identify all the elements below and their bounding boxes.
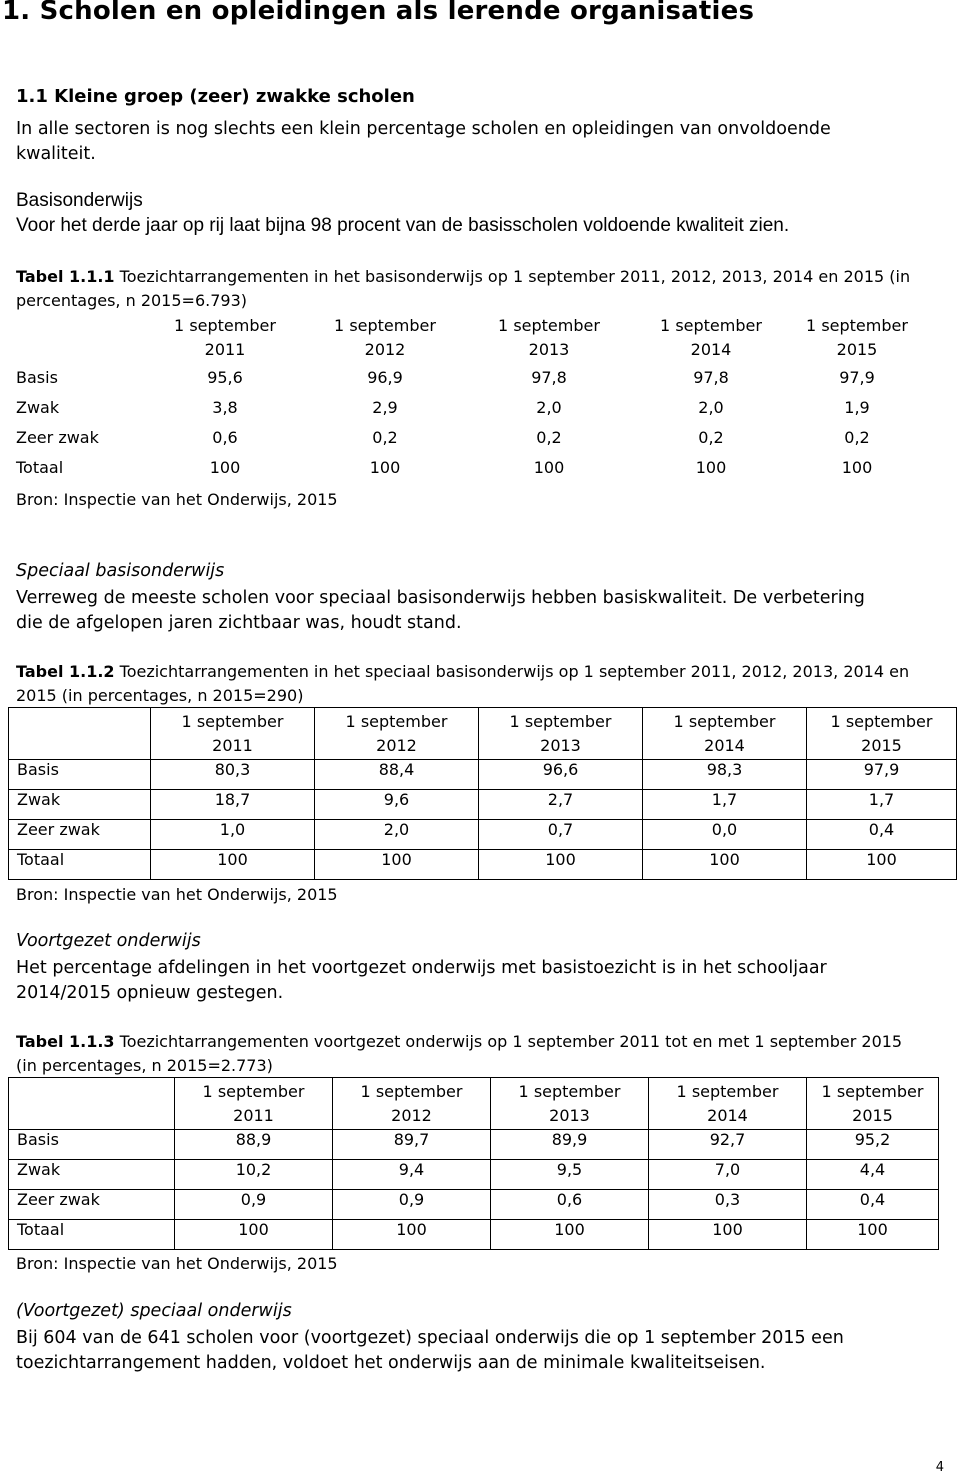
table-row — [8, 368, 922, 398]
table3-header-cell: 1 september 2012 — [333, 1078, 491, 1130]
table-cell: 80,3 — [151, 760, 315, 790]
table-row — [8, 458, 922, 488]
row-label: Zeer zwak — [9, 1190, 175, 1220]
table-cell: 2,9 — [372, 398, 398, 417]
table-cell: 100 — [695, 458, 727, 477]
row-label: Zeer zwak — [9, 820, 151, 850]
page-number: 4 — [935, 1460, 944, 1475]
table3-source: Bron: Inspectie van het Onderwijs, 2015 — [16, 1254, 338, 1273]
table-cell: 100 — [315, 850, 479, 880]
table1-header-cell: 1 september 2014 — [660, 316, 762, 359]
table-cell: 9,6 — [315, 790, 479, 820]
row-label: Zeer zwak — [16, 428, 99, 447]
table1-source: Bron: Inspectie van het Onderwijs, 2015 — [16, 490, 338, 509]
table3-caption — [16, 1030, 902, 1078]
row-label: Zwak — [9, 1160, 175, 1190]
table1 — [8, 312, 922, 488]
table-cell: 88,4 — [315, 760, 479, 790]
vo-section-title: Voortgezet onderwijs — [16, 931, 201, 951]
table-cell: 2,7 — [479, 790, 643, 820]
table2-caption — [16, 660, 909, 708]
vo-section-text — [16, 956, 827, 1005]
table-cell: 2,0 — [698, 398, 724, 417]
table2 — [8, 707, 957, 880]
table-row — [9, 820, 957, 850]
table1-header-cell: 1 september 2012 — [334, 316, 436, 359]
table-cell: 1,0 — [151, 820, 315, 850]
table-cell: 100 — [491, 1220, 649, 1250]
table-cell: 100 — [841, 458, 873, 477]
table-cell: 100 — [649, 1220, 807, 1250]
page-heading: 1. Scholen en opleidingen als lerende organisaties — [2, 0, 755, 26]
intro-line-2: kwaliteit. — [16, 143, 96, 164]
table-cell: 0,0 — [643, 820, 807, 850]
table-cell: 0,9 — [175, 1190, 333, 1220]
table-cell: 2,0 — [536, 398, 562, 417]
row-label: Basis — [9, 760, 151, 790]
basis-section-title: Basisonderwijs — [16, 190, 143, 211]
table-cell: 1,9 — [844, 398, 870, 417]
table-cell: 100 — [807, 850, 957, 880]
table-row — [9, 1160, 939, 1190]
table-cell: 0,6 — [212, 428, 238, 447]
table-cell: 0,7 — [479, 820, 643, 850]
intro-paragraph — [16, 117, 831, 166]
table-cell: 100 — [479, 850, 643, 880]
table1-header-cell: 1 september 2011 — [174, 316, 276, 359]
table-row — [9, 1130, 939, 1160]
table-cell: 97,9 — [839, 368, 875, 387]
table-cell: 10,2 — [175, 1160, 333, 1190]
intro-line-1: In alle sectoren is nog slechts een klein percentage scholen en opleidingen van onvoldoende — [16, 119, 831, 139]
table2-corner-cell — [9, 708, 151, 760]
table-cell: 9,4 — [333, 1160, 491, 1190]
table1-header-row — [8, 312, 922, 368]
table-row — [9, 760, 957, 790]
table3 — [8, 1077, 939, 1250]
table1-header-cell: 1 september 2013 — [498, 316, 600, 359]
table3-header-row — [9, 1078, 939, 1130]
table2-header-cell: 1 september 2013 — [479, 708, 643, 760]
table1-caption-line2: percentages, n 2015=6.793) — [16, 291, 247, 310]
row-label: Totaal — [9, 1220, 175, 1250]
row-label: Zwak — [16, 398, 60, 417]
table3-corner-cell — [9, 1078, 175, 1130]
table-cell: 100 — [209, 458, 241, 477]
table-row — [9, 1220, 939, 1250]
table-cell: 0,9 — [333, 1190, 491, 1220]
table2-caption-line1: Toezichtarrangementen in het speciaal basisonderwijs op 1 september 2011, 2012, 2013, 2014 en — [114, 662, 910, 681]
table-cell: 3,8 — [212, 398, 238, 417]
table1-caption-label: Tabel 1.1.1 — [16, 267, 115, 286]
table-cell: 0,4 — [807, 1190, 939, 1220]
vso-line-1: Bij 604 van de 641 scholen voor (voortgezet) speciaal onderwijs die op 1 september 2015 een — [16, 1328, 844, 1348]
table-cell: 0,2 — [698, 428, 724, 447]
table3-header-cell: 1 september 2013 — [491, 1078, 649, 1130]
table-cell: 88,9 — [175, 1130, 333, 1160]
table-cell: 0,2 — [372, 428, 398, 447]
table-row — [9, 1190, 939, 1220]
table1-header-cell: 1 september 2015 — [806, 316, 908, 359]
table3-header-cell: 1 september 2015 — [807, 1078, 939, 1130]
table-cell: 1,7 — [807, 790, 957, 820]
row-label: Basis — [9, 1130, 175, 1160]
table-cell: 96,9 — [367, 368, 403, 387]
table3-caption-line1: Toezichtarrangementen voortgezet onderwijs op 1 september 2011 tot en met 1 september 2015 — [114, 1032, 903, 1051]
table-cell: 95,6 — [207, 368, 243, 387]
vo-line-1: Het percentage afdelingen in het voortgezet onderwijs met basistoezicht is in het schooljaar — [16, 958, 827, 978]
table-cell: 89,9 — [491, 1130, 649, 1160]
table2-caption-line2: 2015 (in percentages, n 2015=290) — [16, 686, 304, 705]
table-cell: 0,2 — [536, 428, 562, 447]
table-cell: 18,7 — [151, 790, 315, 820]
speciaal-section-text — [16, 586, 865, 635]
table3-header-cell: 1 september 2014 — [649, 1078, 807, 1130]
table-cell: 100 — [807, 1220, 939, 1250]
table-cell: 97,8 — [693, 368, 729, 387]
basis-section-text: Voor het derde jaar op rij laat bijna 98 procent van de basisscholen voldoende kwaliteit zien. — [16, 215, 790, 236]
table-cell: 7,0 — [649, 1160, 807, 1190]
table2-header-cell: 1 september 2014 — [643, 708, 807, 760]
table-row — [8, 428, 922, 458]
row-label: Basis — [16, 368, 58, 387]
table-cell: 100 — [333, 1220, 491, 1250]
vso-section-title: (Voortgezet) speciaal onderwijs — [16, 1301, 292, 1321]
table1-caption-line1: Toezichtarrangementen in het basisonderwijs op 1 september 2011, 2012, 2013, 2014 en 2015 (in — [114, 267, 911, 286]
speciaal-line-1: Verreweg de meeste scholen voor speciaal basisonderwijs hebben basiskwaliteit. De verbetering — [16, 588, 865, 608]
table-cell: 100 — [643, 850, 807, 880]
table2-header-row — [9, 708, 957, 760]
table2-header-cell: 1 september 2012 — [315, 708, 479, 760]
row-label: Zwak — [9, 790, 151, 820]
row-label: Totaal — [16, 458, 64, 477]
row-label: Totaal — [9, 850, 151, 880]
table-row — [8, 398, 922, 428]
table-cell: 96,6 — [479, 760, 643, 790]
table-cell: 0,3 — [649, 1190, 807, 1220]
table-cell: 100 — [151, 850, 315, 880]
table-cell: 100 — [533, 458, 565, 477]
table3-caption-label: Tabel 1.1.3 — [16, 1032, 115, 1051]
speciaal-section-title: Speciaal basisonderwijs — [16, 561, 225, 581]
table-cell: 9,5 — [491, 1160, 649, 1190]
table1-corner-cell — [8, 312, 148, 368]
table-cell: 100 — [369, 458, 401, 477]
table-row — [9, 790, 957, 820]
table3-caption-line2: (in percentages, n 2015=2.773) — [16, 1056, 273, 1075]
table-cell: 89,7 — [333, 1130, 491, 1160]
table-cell: 0,2 — [844, 428, 870, 447]
table-cell: 92,7 — [649, 1130, 807, 1160]
table3-header-cell: 1 september 2011 — [175, 1078, 333, 1130]
table-cell: 4,4 — [807, 1160, 939, 1190]
table-row — [9, 850, 957, 880]
table1-caption — [16, 265, 910, 313]
table-cell: 0,4 — [807, 820, 957, 850]
table-cell: 97,9 — [807, 760, 957, 790]
table-cell: 98,3 — [643, 760, 807, 790]
table2-caption-label: Tabel 1.1.2 — [16, 662, 115, 681]
table2-header-cell: 1 september 2011 — [151, 708, 315, 760]
table-cell: 95,2 — [807, 1130, 939, 1160]
vo-line-2: 2014/2015 opnieuw gestegen. — [16, 982, 284, 1003]
table-cell: 1,7 — [643, 790, 807, 820]
table-cell: 97,8 — [531, 368, 567, 387]
section-subheading: 1.1 Kleine groep (zeer) zwakke scholen — [16, 86, 415, 107]
table-cell: 100 — [175, 1220, 333, 1250]
table2-source: Bron: Inspectie van het Onderwijs, 2015 — [16, 885, 338, 904]
table2-header-cell: 1 september 2015 — [807, 708, 957, 760]
speciaal-line-2: die de afgelopen jaren zichtbaar was, houdt stand. — [16, 612, 462, 633]
table-cell: 0,6 — [491, 1190, 649, 1220]
table-cell: 2,0 — [315, 820, 479, 850]
vso-section-text — [16, 1326, 844, 1375]
vso-line-2: toezichtarrangement hadden, voldoet het onderwijs aan de minimale kwaliteitseisen. — [16, 1352, 766, 1373]
